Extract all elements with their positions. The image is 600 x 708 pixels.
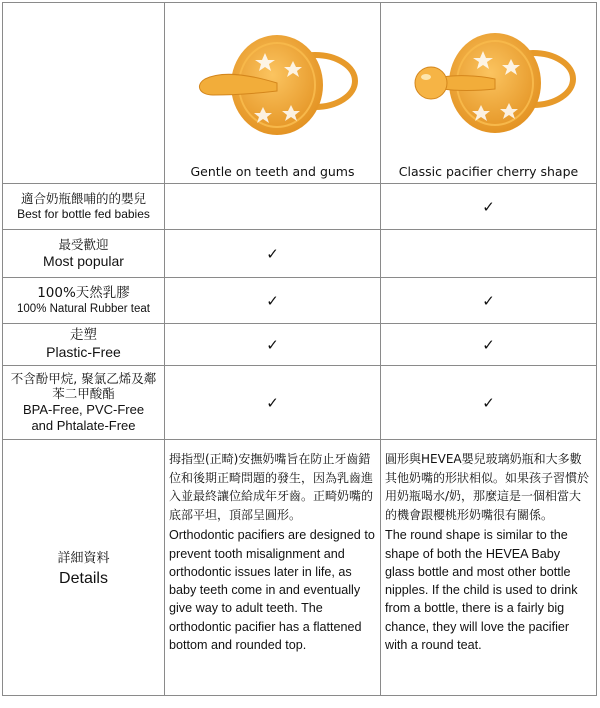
check-cell xyxy=(165,184,381,230)
check-cell: ✓ xyxy=(165,366,381,440)
row-label xyxy=(3,184,165,230)
details-label-zh: 詳細資料 xyxy=(57,551,110,566)
product-round-cell xyxy=(381,3,597,184)
table-row xyxy=(3,184,597,230)
header-empty-cell xyxy=(3,3,165,184)
check-cell: ✓ xyxy=(381,278,597,324)
check-cell xyxy=(381,230,597,278)
details-round xyxy=(381,440,597,696)
row-label xyxy=(3,278,165,324)
product-caption: Classic pacifier cherry shape xyxy=(398,164,579,179)
comparison-table xyxy=(2,2,597,696)
row-label-zh: 適合奶瓶餵哺的的嬰兒 xyxy=(20,191,146,207)
table-row xyxy=(3,230,597,278)
details-orthodontic xyxy=(165,440,381,696)
details-row xyxy=(3,440,597,696)
table-row xyxy=(3,366,597,440)
details-label xyxy=(3,440,165,696)
row-label-zh: 不含酚甲烷, 聚氯乙烯及鄰苯二甲酸酯 xyxy=(10,370,157,402)
row-label-zh: 走塑 xyxy=(70,327,97,344)
check-cell: ✓ xyxy=(165,324,381,366)
row-label-en: Most popular xyxy=(43,252,124,269)
row-label-en: Plastic-Free xyxy=(46,344,121,361)
details-text-zh: 圓形與HEVEA嬰兒玻璃奶瓶和大多數其他奶嘴的形狀相似。如果孩子習慣於用奶瓶喝水/奶，那麼這是一個相當大的機會跟櫻桃形奶嘴很有關係。 xyxy=(385,452,590,522)
product-orthodontic-cell xyxy=(165,3,381,184)
check-cell: ✓ xyxy=(381,324,597,366)
check-cell: ✓ xyxy=(165,278,381,324)
row-label-en: BPA-Free, PVC-Free and Phtalate-Free xyxy=(22,401,145,434)
details-text-en: The round shape is similar to the shape of both the HEVEA Baby glass bottle and most other bottle nipples. If the child is used to drink from a bottle, there is a fairly big chance, they will love the pacifier with a round teat. xyxy=(385,528,578,652)
check-cell: ✓ xyxy=(381,366,597,440)
round-pacifier-image xyxy=(381,3,597,183)
row-label-en: 100% Natural Rubber teat xyxy=(17,302,150,315)
details-text-zh: 拇指型(正畸)安撫奶嘴旨在防止牙齒錯位和後期正畸問題的發生，因為乳齒進入並最終讓位給成年牙齒。正畸奶嘴的底部平坦，頂部呈圓形。 xyxy=(169,452,374,522)
details-label-en: Details xyxy=(59,570,108,587)
row-label-en: Best for bottle fed babies xyxy=(17,206,150,221)
row-label-zh: 100%天然乳膠 xyxy=(37,284,130,301)
orthodontic-pacifier-image xyxy=(165,3,381,183)
row-label xyxy=(3,324,165,366)
row-label xyxy=(3,366,165,440)
table-row xyxy=(3,324,597,366)
row-label xyxy=(3,230,165,278)
table-row xyxy=(3,278,597,324)
details-text-en: Orthodontic pacifiers are designed to prevent tooth misalignment and orthodontic issues later in life, as baby teeth come in and eventually give way to adult teeth. The orthodontic pacifier has a flattened bottom and rounded top. xyxy=(169,528,375,652)
check-cell: ✓ xyxy=(381,184,597,230)
product-caption: Gentle on teeth and gums xyxy=(190,164,355,179)
check-cell: ✓ xyxy=(165,230,381,278)
row-label-zh: 最受歡迎 xyxy=(58,236,109,252)
